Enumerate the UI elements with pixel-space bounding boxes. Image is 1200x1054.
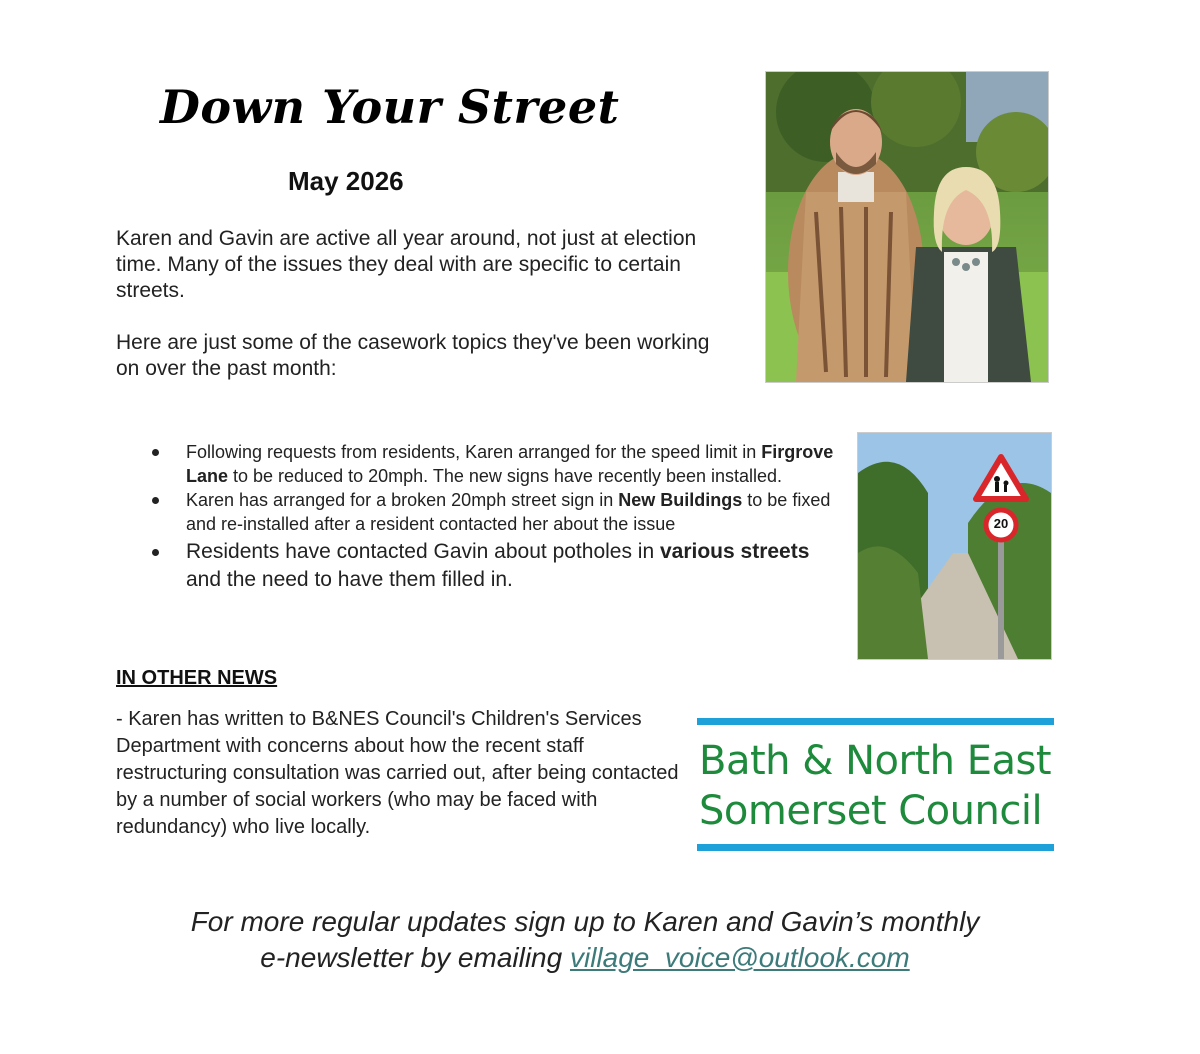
council-logo [697, 716, 1054, 854]
email-link[interactable]: village_voice@outlook.com [569, 942, 910, 973]
page-title: Down Your Street [160, 80, 620, 134]
list-item: Karen has arranged for a broken 20mph street sign in New Buildings to be fixed and re-installed after a resident contacted her about the issue [150, 488, 840, 536]
lane-photo [857, 432, 1052, 660]
issue-date: May 2026 [288, 166, 404, 196]
logo-top-bar [697, 718, 1054, 725]
speed-sign-label: 20 [993, 516, 1009, 531]
casework-list [150, 440, 840, 594]
footer-callout [0, 904, 1170, 976]
list-item: Residents have contacted Gavin about potholes in various streets and the need to have them filled in. [150, 538, 840, 594]
footer-line-2: e-newsletter by emailing village_voice@outlook.com [260, 942, 910, 973]
councillors-photo [765, 71, 1049, 383]
other-news-heading: IN OTHER NEWS [116, 667, 278, 689]
footer-line-1: For more regular updates sign up to Karen and Gavin’s monthly [190, 906, 980, 937]
logo-bottom-bar [697, 844, 1054, 851]
other-news-paragraph: - Karen has written to B&NES Council's Children's Services Department with concerns about how the recent staff restructuring consultation was carried out, after being contacted by a number of social workers (who may be faced with redundancy) who live locally. [116, 708, 679, 838]
logo-line-1: Bath & North East [699, 738, 1052, 784]
logo-line-2: Somerset Council [699, 788, 1043, 834]
intro-paragraph: Karen and Gavin are active all year around, not just at election time. Many of the issues they deal with are specific to certain streets. [116, 227, 697, 302]
casework-intro-paragraph: Here are just some of the casework topics they've been working on over the past month: [116, 331, 710, 380]
list-item: Following requests from residents, Karen arranged for the speed limit in Firgrove Lane to be reduced to 20mph. The new signs have recently been installed. [150, 440, 840, 488]
